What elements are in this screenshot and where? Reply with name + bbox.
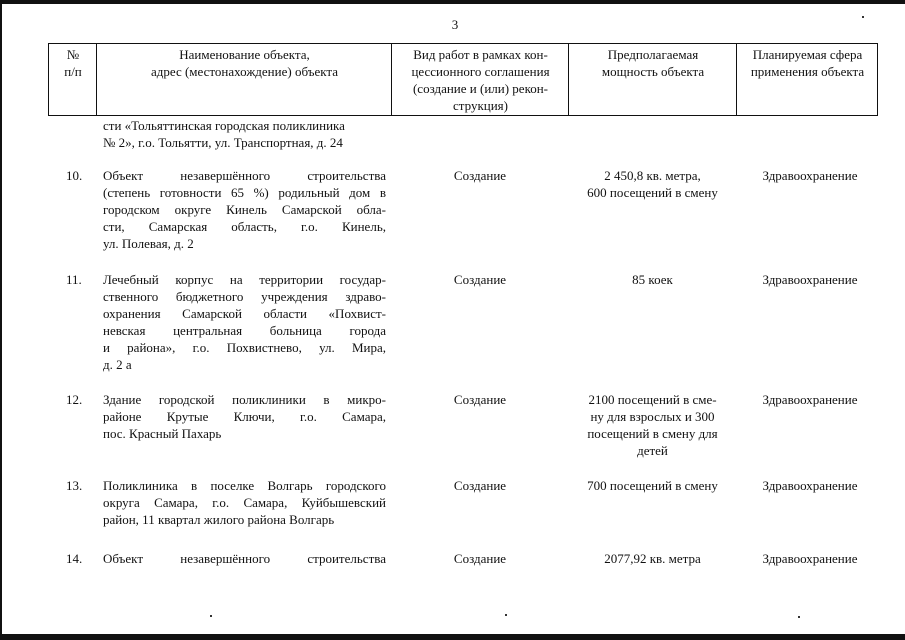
row-work-type: Создание [453, 272, 507, 287]
scan-speck [862, 16, 864, 18]
row-name-line: ственного бюджетного учреждения здраво- [103, 289, 386, 304]
row-name-line: Поликлиника в поселке Волгарь городского [103, 478, 386, 493]
row-name-line: район, 11 квартал жилого района Волгарь [103, 512, 335, 527]
row-name-line: сти, Самарская область, г.о. Кинель, [103, 219, 386, 234]
row-work-type: Создание [453, 168, 507, 183]
row-name [103, 167, 386, 252]
row-work-type: Создание [453, 392, 507, 407]
row-capacity: 85 коек [632, 272, 673, 287]
row-name-line: городском округе Кинель Самарской обла- [103, 202, 386, 217]
header-col-divider [48, 43, 49, 116]
row-name-line: Здание городской поликлиники в микро- [103, 392, 386, 407]
row-number: 10. [66, 168, 83, 183]
row-number: 12. [66, 392, 83, 407]
row-name [103, 391, 386, 442]
header-col-divider [877, 43, 878, 116]
row-capacity: 2077,92 кв. метра [604, 551, 701, 566]
header-work-type: Вид работ в рамках кон- цессионного соглашения (создание и (или) рекон- струкция) [411, 47, 550, 113]
row-name [103, 550, 386, 567]
continuation-line: сти «Тольяттинская городская поликлиника [103, 118, 345, 133]
scan-left-border [0, 0, 2, 640]
header-col-divider [96, 43, 97, 116]
row-number: 11. [66, 272, 82, 287]
row-name-line: пос. Красный Пахарь [103, 426, 222, 441]
row-capacity: 700 посещений в смену [587, 478, 718, 493]
row-sphere: Здравоохранение [762, 478, 858, 493]
row-capacity: 2100 посещений в сме- ну для взрослых и 300 посещений в смену для детей [587, 392, 718, 458]
page-number: 3 [451, 17, 459, 32]
row-name-line: Объект незавершённого строительства [103, 168, 386, 183]
row-work-type: Создание [453, 478, 507, 493]
row-name [103, 271, 386, 373]
header-name: Наименование объекта, адрес (местонахождение) объекта [150, 47, 338, 79]
row-name-line: и района», г.о. Похвистнево, ул. Мира, [103, 340, 386, 355]
row-name-line: невская центральная больница города [103, 323, 386, 338]
header-capacity: Предполагаемая мощность объекта [601, 47, 705, 79]
row-name [103, 477, 386, 528]
row-work-type: Создание [453, 551, 507, 566]
row-name-line: д. 2 а [103, 357, 132, 372]
continuation-text [103, 117, 386, 151]
row-name-line: районе Крутые Ключи, г.о. Самара, [103, 409, 386, 424]
header-col-divider [736, 43, 737, 116]
scan-bottom-border [0, 634, 905, 640]
row-name-line: Объект незавершённого строительства [103, 551, 386, 566]
table-header [48, 43, 878, 116]
row-sphere: Здравоохранение [762, 272, 858, 287]
row-name-line: (степень готовности 65 %) родильный дом в [103, 185, 386, 200]
row-capacity: 2 450,8 кв. метра, 600 посещений в смену [587, 168, 718, 200]
continuation-line: № 2», г.о. Тольятти, ул. Транспортная, д. 24 [103, 135, 343, 150]
header-sphere: Планируемая сфера применения объекта [750, 47, 865, 79]
scan-top-border [0, 0, 905, 4]
row-name-line: ул. Полевая, д. 2 [103, 236, 194, 251]
row-name-line: Лечебный корпус на территории государ- [103, 272, 386, 287]
header-col-divider [568, 43, 569, 116]
header-bottom-rule [48, 115, 878, 116]
row-name-line: охранения Самарской области «Похвист- [103, 306, 386, 321]
row-sphere: Здравоохранение [762, 392, 858, 407]
scan-speck [210, 615, 212, 617]
header-top-rule [48, 43, 878, 44]
row-name-line: округа Самара, г.о. Самара, Куйбышевский [103, 495, 386, 510]
scan-speck [798, 616, 800, 618]
row-sphere: Здравоохранение [762, 551, 858, 566]
row-number: 14. [66, 551, 83, 566]
row-sphere: Здравоохранение [762, 168, 858, 183]
header-col-divider [391, 43, 392, 116]
scan-speck [505, 614, 507, 616]
row-number: 13. [66, 478, 83, 493]
header-num: № п/п [64, 47, 82, 79]
